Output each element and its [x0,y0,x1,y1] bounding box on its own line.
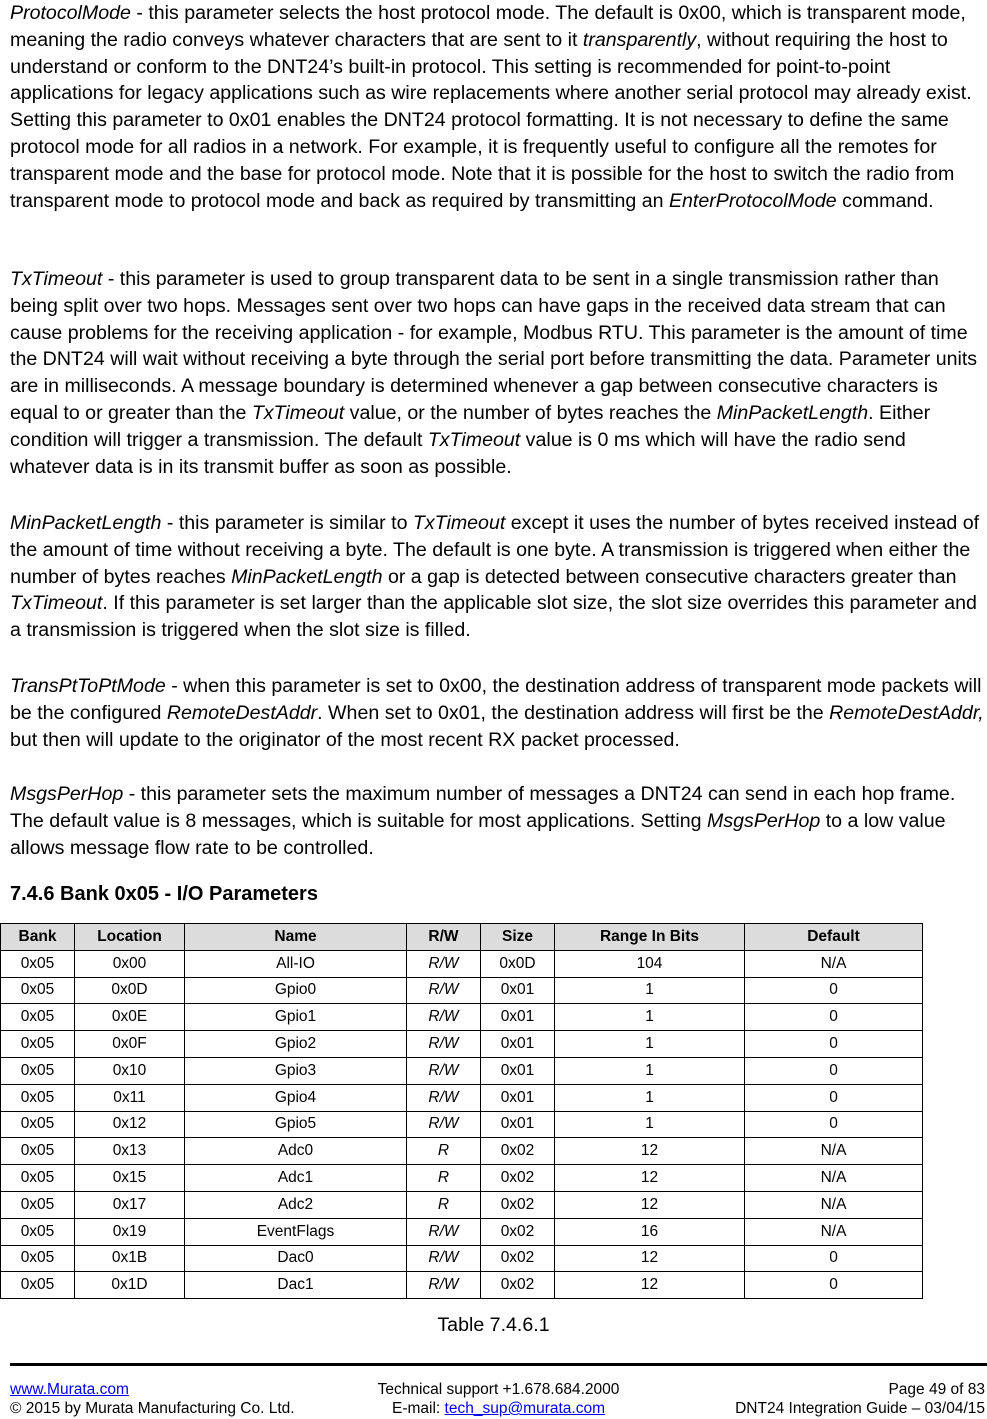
text-span: - this parameter is used to group transparent data to be sent in a single transmission rather than being split over two hops. Messages sent over two hops can have gaps in the received data stream that can cause problems for the receiving application - for example, Modbus RTU. This parameter is the amount of time the DNT24 will wait without receiving a byte through the serial port before transmitting the data. Parameter units are in milliseconds. A message boundary is determined whenever a gap between consecutive characters is equal to or greater than the [10,268,978,424]
email-link[interactable]: tech_sup@murata.com [444,1400,606,1417]
footer-line-2 [10,1399,987,1419]
cell-range: 12 [555,1272,745,1299]
header-name: Name [185,924,407,951]
cell-bank: 0x05 [1,1191,75,1218]
cell-location: 0x12 [75,1111,185,1138]
cell-location: 0x11 [75,1084,185,1111]
emphasis: MsgsPerHop [707,809,821,832]
cell-bank: 0x05 [1,1165,75,1192]
footer-line-1 [10,1380,987,1400]
cell-rw: R/W [407,1031,481,1058]
cell-size: 0x0D [481,950,555,977]
table-row [1,1084,923,1111]
cell-rw: R/W [407,1111,481,1138]
emphasis: TxTimeout [251,401,345,424]
table-row [1,1031,923,1058]
cell-location: 0x0D [75,977,185,1004]
cell-location: 0x17 [75,1191,185,1218]
cell-range: 12 [555,1245,745,1272]
cell-location: 0x0E [75,1004,185,1031]
cell-size: 0x01 [481,977,555,1004]
cell-range: 1 [555,1004,745,1031]
text-span: value is 0 ms which will have the radio send whatever data is in its transmit buffer as soon as possible. [10,428,906,478]
section-heading: 7.4.6 Bank 0x05 - I/O Parameters [10,883,318,905]
text-span: , without requiring the host to understand or conform to the DNT24’s built-in protocol. This setting is recommended for point-to-point applications for legacy applications such as wire replacements where another serial protocol may already exist. Setting this parameter to 0x01 enables the DNT24 protocol formatting. It is not necessary to define the same protocol mode for all radios in a network. For example, it is frequently useful to configure all the remotes for transparent mode and the base for protocol mode. Note that it is possible for the host to switch the radio from transparent mode to protocol mode and back as required by transmitting an [10,28,972,212]
guide-title-date: DNT24 Integration Guide – 03/04/15 [735,1400,985,1417]
cell-name: EventFlags [185,1218,407,1245]
cell-size: 0x01 [481,1031,555,1058]
cell-rw: R/W [407,977,481,1004]
text-span: value, or the number of bytes reaches the [344,401,717,424]
term-trans-pt-to-pt-mode: TransPtToPtMode [10,675,166,697]
cell-default: N/A [745,950,923,977]
text-span: - this parameter is similar to [161,512,413,534]
cell-location: 0x19 [75,1218,185,1245]
email-label: E-mail: [391,1400,445,1417]
cell-bank: 0x05 [1,1245,75,1272]
cell-range: 104 [555,950,745,977]
copyright: © 2015 by Murata Manufacturing Co. Ltd. [10,1400,295,1417]
cell-rw: R/W [407,1004,481,1031]
paragraph-min-packet-length [10,510,985,644]
emphasis: EnterProtocolMode [668,189,837,212]
term-protocol-mode: ProtocolMode [10,2,131,24]
cell-name: Dac1 [185,1272,407,1299]
text-span: or a gap is detected between consecutive characters greater than [382,565,957,588]
paragraph-tx-timeout [10,266,985,480]
cell-rw: R/W [407,950,481,977]
cell-rw: R [407,1165,481,1192]
paragraph-trans-pt-to-pt-mode [10,673,985,753]
cell-location: 0x10 [75,1057,185,1084]
io-parameters-table [0,923,923,1299]
cell-location: 0x0F [75,1031,185,1058]
cell-default: N/A [745,1218,923,1245]
cell-default: N/A [745,1191,923,1218]
term-tx-timeout: TxTimeout [10,268,103,290]
cell-bank: 0x05 [1,950,75,977]
cell-size: 0x02 [481,1272,555,1299]
cell-range: 16 [555,1218,745,1245]
cell-bank: 0x05 [1,1218,75,1245]
cell-name: Gpio4 [185,1084,407,1111]
text-span: command. [836,189,934,212]
table-row [1,977,923,1004]
cell-name: Gpio2 [185,1031,407,1058]
cell-size: 0x02 [481,1245,555,1272]
cell-bank: 0x05 [1,1084,75,1111]
cell-default: 0 [745,977,923,1004]
header-bank: Bank [1,924,75,951]
table-row [1,1165,923,1192]
cell-location: 0x13 [75,1138,185,1165]
cell-bank: 0x05 [1,1138,75,1165]
emphasis: TxTimeout [412,512,506,534]
cell-range: 1 [555,1057,745,1084]
cell-range: 1 [555,1111,745,1138]
cell-size: 0x01 [481,1057,555,1084]
cell-name: All-IO [185,950,407,977]
table-header-row [1,924,923,951]
cell-name: Gpio1 [185,1004,407,1031]
table-row [1,1004,923,1031]
cell-default: N/A [745,1138,923,1165]
cell-default: 0 [745,1031,923,1058]
cell-range: 1 [555,977,745,1004]
text-span: to a low value allows message flow rate to be controlled. [10,809,946,859]
text-span: . When set to 0x01, the destination address will first be the [317,701,830,724]
emphasis: RemoteDestAddr, [829,701,984,724]
cell-location: 0x1D [75,1272,185,1299]
emphasis: RemoteDestAddr [166,701,318,724]
emphasis: MinPacketLength [231,565,383,588]
cell-location: 0x1B [75,1245,185,1272]
emphasis: TxTimeout [10,592,103,615]
cell-range: 12 [555,1165,745,1192]
cell-name: Gpio3 [185,1057,407,1084]
table-row [1,950,923,977]
cell-name: Gpio5 [185,1111,407,1138]
emphasis: MinPacketLength [716,401,869,424]
table-row [1,1138,923,1165]
cell-bank: 0x05 [1,1272,75,1299]
text-span: . If this parameter is set larger than the applicable slot size, the slot size overrides this parameter and a transmission is triggered when the slot size is filled. [10,592,977,642]
header-range-in-bits: Range In Bits [555,924,745,951]
cell-rw: R [407,1191,481,1218]
table-row [1,1245,923,1272]
cell-default: 0 [745,1245,923,1272]
header-default: Default [745,924,923,951]
page-number: Page 49 of 83 [888,1381,985,1398]
text-span: - this parameter selects the host protocol mode. The default is 0x00, which is transparent mode, meaning the radio conveys whatever characters that are sent to it [10,2,966,51]
cell-range: 12 [555,1138,745,1165]
cell-size: 0x02 [481,1165,555,1192]
cell-name: Gpio0 [185,977,407,1004]
support-phone: Technical support +1.678.684.2000 [377,1381,620,1398]
table-row [1,1218,923,1245]
cell-rw: R/W [407,1218,481,1245]
cell-bank: 0x05 [1,1031,75,1058]
emphasis: TxTimeout [427,428,521,451]
cell-bank: 0x05 [1,1057,75,1084]
cell-default: 0 [745,1111,923,1138]
table-caption: Table 7.4.6.1 [437,1314,550,1336]
cell-name: Adc2 [185,1191,407,1218]
cell-default: N/A [745,1165,923,1192]
cell-default: 0 [745,1272,923,1299]
cell-size: 0x02 [481,1138,555,1165]
cell-rw: R/W [407,1272,481,1299]
table-row [1,1057,923,1084]
term-min-packet-length: MinPacketLength [10,512,162,534]
cell-name: Dac0 [185,1245,407,1272]
text-span: - this parameter sets the maximum number of messages a DNT24 can send in each hop frame. The default value is 8 messages, which is suitable for most applications. Setting [10,783,956,832]
cell-rw: R/W [407,1057,481,1084]
cell-size: 0x01 [481,1004,555,1031]
cell-rw: R/W [407,1084,481,1111]
paragraph-protocol-mode [10,0,985,214]
cell-default: 0 [745,1057,923,1084]
cell-bank: 0x05 [1,977,75,1004]
table-row [1,1111,923,1138]
cell-size: 0x01 [481,1084,555,1111]
cell-name: Adc0 [185,1138,407,1165]
cell-location: 0x15 [75,1165,185,1192]
cell-size: 0x02 [481,1191,555,1218]
table-row [1,1272,923,1299]
cell-bank: 0x05 [1,1004,75,1031]
table-row [1,1191,923,1218]
footer-divider [10,1363,987,1366]
cell-location: 0x00 [75,950,185,977]
cell-range: 12 [555,1191,745,1218]
website-link[interactable]: www.Murata.com [10,1381,129,1398]
header-location: Location [75,924,185,951]
cell-range: 1 [555,1031,745,1058]
cell-rw: R [407,1138,481,1165]
cell-bank: 0x05 [1,1111,75,1138]
header-rw: R/W [407,924,481,951]
cell-default: 0 [745,1004,923,1031]
cell-size: 0x01 [481,1111,555,1138]
term-msgs-per-hop: MsgsPerHop [10,783,124,805]
text-span: except it uses the number of bytes received instead of the amount of time without receiving a byte. The default is one byte. A transmission is triggered when either the number of bytes reaches [10,512,980,588]
cell-range: 1 [555,1084,745,1111]
cell-rw: R/W [407,1245,481,1272]
cell-name: Adc1 [185,1165,407,1192]
cell-size: 0x02 [481,1218,555,1245]
paragraph-msgs-per-hop [10,781,985,861]
emphasis: transparently [582,28,697,51]
text-span: - when this parameter is set to 0x00, the destination address of transparent mode packets will be the configured [10,675,982,724]
text-span: . Either condition will trigger a transmission. The default [10,401,931,451]
header-size: Size [481,924,555,951]
cell-default: 0 [745,1084,923,1111]
text-span: but then will update to the originator of the most recent RX packet processed. [10,728,680,751]
